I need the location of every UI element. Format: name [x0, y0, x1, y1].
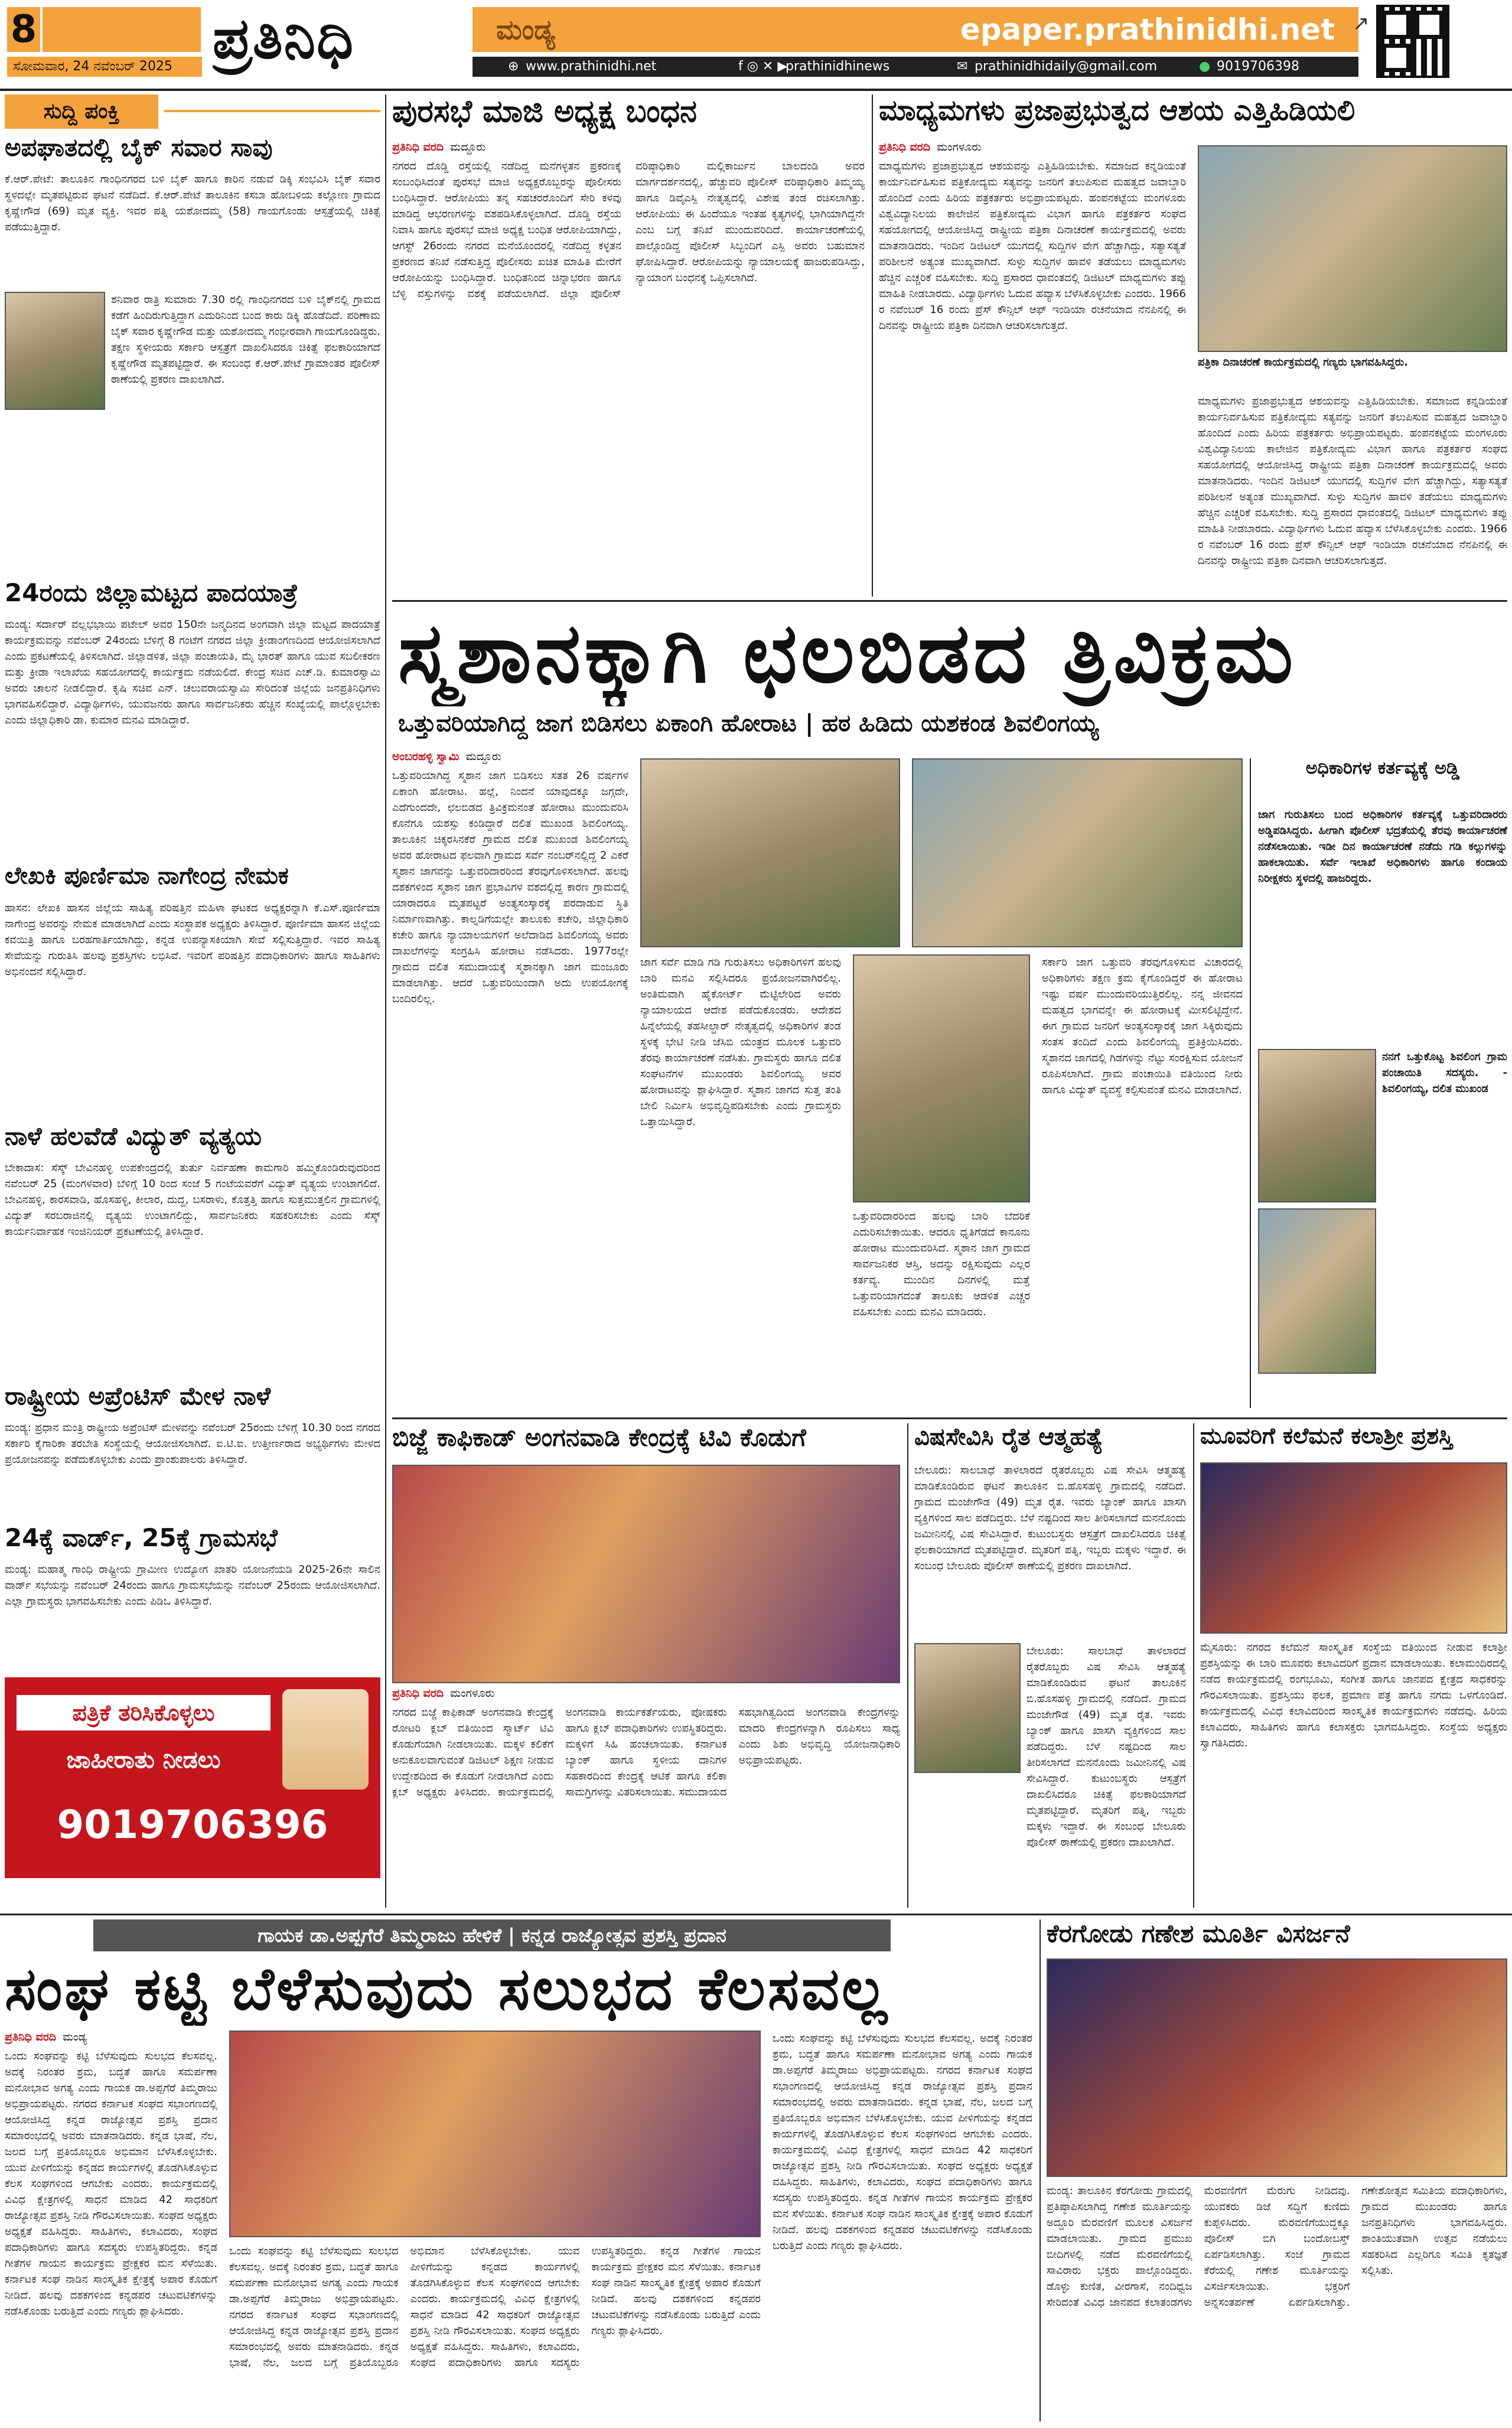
- masthead-date-bar: [7, 57, 202, 77]
- masthead-divider: [0, 89, 1512, 91]
- qr-code-icon[interactable]: [1376, 5, 1449, 78]
- bottom-right-headline[interactable]: ಕೆರಗೋಡು ಗಣೇಶ ಮೂರ್ತಿ ವಿಸರ್ಜನೆ: [1047, 1919, 1350, 1948]
- top-middle-body: ನಗರದ ದೊಡ್ಡಿ ರಸ್ತೆಯಲ್ಲಿ ನಡೆದಿದ್ದ ಮನೆಗಳ್ಳತನ ಪ್ರಕರಣಕ್ಕೆ ಸಂಬಂಧಿಸಿದಂತೆ ಪುರಸಭೆ ಮಾಜಿ ಅಧ್ಯಕ್ಷರೊಬ್ಬರನ್ನು ಪೊಲೀಸರು ಬಂಧಿಸಿದ್ದಾರೆ. ಆರೋಪಿಯು ತನ್ನ ಸಹಚರರೊಂದಿಗೆ ಸೇರಿ ಕಳವು ಮಾಡಿದ್ದ ಆಭರಣಗಳನ್ನು ವಶಪಡಿಸಿಕೊಳ್ಳಲಾಗಿದೆ. ದೊಡ್ಡಿ ರಸ್ತೆಯ ನಿವಾಸಿ ಹಾಗೂ ಪುರಸಭೆ ಮಾಜಿ ಅಧ್ಯಕ್ಷ ಬಂಧಿತ ಆರೋಪಿಯಾಗಿದ್ದು, ಆಗಸ್ಟ್ 26ರಂದು ನಗರದ ಮನೆಯೊಂದರಲ್ಲಿ ನಡೆದಿದ್ದ ಕಳ್ಳತನ ಪ್ರಕರಣದ ತನಿಖೆ ನಡೆಸುತ್ತಿದ್ದ ಪೊಲೀಸರು ಖಚಿತ ಮಾಹಿತಿ ಮೇರೆಗೆ ಆರೋಪಿಯನ್ನು ಬಂಧಿಸಿದ್ದಾರೆ. ಬಂಧಿತನಿಂದ ಚಿನ್ನಾಭರಣ ಹಾಗೂ ಬೆಳ್ಳಿ ವಸ್ತುಗಳನ್ನು ವಶಕ್ಕೆ ಪಡೆಯಲಾಗಿದೆ. ಜಿಲ್ಲಾ ಪೊಲೀಸ್ ವರಿಷ್ಠಾಧಿಕಾರಿ ಮಲ್ಲಿಕಾರ್ಜುನ ಬಾಲದಂಡಿ ಅವರ ಮಾರ್ಗದರ್ಶನದಲ್ಲಿ, ಹೆಚ್ಚುವರಿ ಪೊಲೀಸ್ ವರಿಷ್ಠಾಧಿಕಾರಿ ತಿಮ್ಮಯ್ಯ ಹಾಗೂ ಡಿವೈಎಸ್ಪಿ ನೇತೃತ್ವದಲ್ಲಿ ವಿಶೇಷ ತಂಡ ರಚಿಸಲಾಗಿತ್ತು. ಆರೋಪಿಯು ಈ ಹಿಂದೆಯೂ ಇಂತಹ ಕೃತ್ಯಗಳಲ್ಲಿ ಭಾಗಿಯಾಗಿದ್ದನೇ ಎಂಬ ಬಗ್ಗೆ ತನಿಖೆ ಮುಂದುವರಿದಿದೆ. ಕಾರ್ಯಾಚರಣೆಯಲ್ಲಿ ಪಾಲ್ಗೊಂಡಿದ್ದ ಪೊಲೀಸ್ ಸಿಬ್ಬಂದಿಗೆ ಎಸ್ಪಿ ಅವರು ಬಹುಮಾನ ಘೋಷಿಸಿದ್ದಾರೆ. ಆರೋಪಿಯನ್ನು ನ್ಯಾಯಾಲಯಕ್ಕೆ ಹಾಜರುಪಡಿಸಿದ್ದು, ನ್ಯಾಯಾಂಗ ಬಂಧನಕ್ಕೆ ಒಪ್ಪಿಸಲಾಗಿದೆ.: [392, 160, 865, 300]
- top-middle-byline: ಪ್ರತಿನಿಧಿ ವರದಿ ಮದ್ದೂರು: [392, 141, 486, 154]
- lead-sidebar-title: ಅಧಿಕಾರಿಗಳ ಕರ್ತವ್ಯಕ್ಕೆ ಅಡ್ಡಿ: [1305, 758, 1460, 778]
- bottom-left-body-c: ಒಂದು ಸಂಘವನ್ನು ಕಟ್ಟಿ ಬೆಳೆಸುವುದು ಸುಲಭದ ಕೆಲಸವಲ್ಲ. ಅದಕ್ಕೆ ನಿರಂತರ ಶ್ರಮ, ಬದ್ಧತೆ ಹಾಗೂ ಸಮರ್ಪಣಾ ಮನೋಭಾವ ಅಗತ್ಯ ಎಂದು ಗಾಯಕ ಡಾ.ಅಪ್ಪಗೆರೆ ತಿಮ್ಮರಾಜು ಅಭಿಪ್ರಾಯಪಟ್ಟರು. ನಗರದ ಕರ್ನಾಟಕ ಸಂಘದ ಸಭಾಂಗಣದಲ್ಲಿ ಆಯೋಜಿಸಿದ್ದ ಕನ್ನಡ ರಾಜ್ಯೋತ್ಸವ ಪ್ರಶಸ್ತಿ ಪ್ರದಾನ ಸಮಾರಂಭದಲ್ಲಿ ಅವರು ಮಾತನಾಡಿದರು. ಕನ್ನಡ ಭಾಷೆ, ನೆಲ, ಜಲದ ಬಗ್ಗೆ ಪ್ರತಿಯೊಬ್ಬರೂ ಅಭಿಮಾನ ಬೆಳೆಸಿಕೊಳ್ಳಬೇಕು. ಯುವ ಪೀಳಿಗೆಯನ್ನು ಕನ್ನಡದ ಕಾರ್ಯಗಳಲ್ಲಿ ತೊಡಗಿಸಿಕೊಳ್ಳುವ ಕೆಲಸ ಸಂಘಗಳಿಂದ ಆಗಬೇಕು ಎಂದರು. ಕಾರ್ಯಕ್ರಮದಲ್ಲಿ ವಿವಿಧ ಕ್ಷೇತ್ರಗಳಲ್ಲಿ ಸಾಧನೆ ಮಾಡಿದ 42 ಸಾಧಕರಿಗೆ ರಾಜ್ಯೋತ್ಸವ ಪ್ರಶಸ್ತಿ ನೀಡಿ ಗೌರವಿಸಲಾಯಿತು. ಸಂಘದ ಅಧ್ಯಕ್ಷರು ಅಧ್ಯಕ್ಷತೆ ವಹಿಸಿದ್ದರು. ಸಾಹಿತಿಗಳು, ಕಲಾವಿದರು, ಸಂಘದ ಪದಾಧಿಕಾರಿಗಳು ಹಾಗೂ ಸದಸ್ಯರು ಉಪಸ್ಥಿತರಿದ್ದರು. ಕನ್ನಡ ಗೀತೆಗಳ ಗಾಯನ ಕಾರ್ಯಕ್ರಮ ಪ್ರೇಕ್ಷಕರ ಮನ ಸೆಳೆಯಿತು. ಕರ್ನಾಟಕ ಸಂಘ ನಾಡಿನ ಸಾಂಸ್ಕೃತಿಕ ಕ್ಷೇತ್ರಕ್ಕೆ ಅಪಾರ ಕೊಡುಗೆ ನೀಡಿದೆ. ಹಲವು ದಶಕಗಳಿಂದ ಕನ್ನಡಪರ ಚಟುವಟಿಕೆಗಳನ್ನು ನಡೆಸಿಕೊಂಡು ಬರುತ್ತಿದೆ ಎಂದು ಗಣ್ಯರು ಶ್ಲಾಘಿಸಿದರು.: [773, 2032, 1032, 2252]
- ad-phone[interactable]: 9019706396: [57, 1802, 328, 1847]
- mid-story2-body-b: ಬೇಲೂರು: ಸಾಲಬಾಧೆ ತಾಳಲಾರದೆ ರೈತರೊಬ್ಬರು ವಿಷ ಸೇವಿಸಿ ಆತ್ಮಹತ್ಯೆ ಮಾಡಿಕೊಂಡಿರುವ ಘಟನೆ ತಾಲೂಕಿನ ಬಿ.ಹೊಸಹಳ್ಳಿ ಗ್ರಾಮದಲ್ಲಿ ನಡೆದಿದೆ. ಗ್ರಾಮದ ಮಂಜೇಗೌಡ (49) ಮೃತ ರೈತ. ಇವರು ಬ್ಯಾಂಕ್ ಹಾಗೂ ಖಾಸಗಿ ವ್ಯಕ್ತಿಗಳಿಂದ ಸಾಲ ಪಡೆದಿದ್ದರು. ಬೆಳೆ ನಷ್ಟದಿಂದ ಸಾಲ ತೀರಿಸಲಾಗದೆ ಮನನೊಂದು ಜಮೀನಿನಲ್ಲಿ ವಿಷ ಸೇವಿಸಿದ್ದಾರೆ. ಕುಟುಂಬಸ್ಥರು ಆಸ್ಪತ್ರೆಗೆ ದಾಖಲಿಸಿದರೂ ಚಿಕಿತ್ಸೆ ಫಲಕಾರಿಯಾಗದೆ ಮೃತಪಟ್ಟಿದ್ದಾರೆ. ಮೃತರಿಗೆ ಪತ್ನಿ, ಇಬ್ಬರು ಮಕ್ಕಳು ಇದ್ದಾರೆ. ಈ ಸಂಬಂಧ ಬೇಲೂರು ಪೊಲೀಸ್ ಠಾಣೆಯಲ್ಲಿ ಪ್ರಕರಣ ದಾಖಲಾಗಿದೆ.: [1027, 1645, 1186, 1849]
- bottom-left-photo: [229, 2031, 761, 2237]
- story3-body: ಹಾಸನ: ಲೇಖಕಿ ಹಾಸನ ಜಿಲ್ಲೆಯ ಸಾಹಿತ್ಯ ಪರಿಷತ್ತಿನ ಮಹಿಳಾ ಘಟಕದ ಅಧ್ಯಕ್ಷರನ್ನಾಗಿ ಕೆ.ಎಸ್.ಪೂರ್ಣಿಮಾ ನಾಗೇಂದ್ರ ಅವರನ್ನು ನೇಮಕ ಮಾಡಲಾಗಿದೆ ಎಂದು ಸಂಸ್ಥಾಪಕ ಅಧ್ಯಕ್ಷರು ತಿಳಿಸಿದ್ದಾರೆ. ಪೂರ್ಣಿಮಾ ಹಾಸನ ಜಿಲ್ಲೆಯ ಕವಯಿತ್ರಿ ಹಾಗೂ ಬರಹಗಾರ್ತಿಯಾಗಿದ್ದು, ಕನ್ನಡ ಉಪನ್ಯಾಸಕಿಯಾಗಿ ಸೇವೆ ಸಲ್ಲಿಸುತ್ತಿದ್ದಾರೆ. ಇವರ ಸಾಹಿತ್ಯ ಸೇವೆಯನ್ನು ಗುರುತಿಸಿ ಹಲವು ಪ್ರಶಸ್ತಿಗಳು ಲಭಿಸಿವೆ. ಇವರಿಗೆ ಪರಿಷತ್ತಿನ ಪದಾಧಿಕಾರಿಗಳು ಹಾಗೂ ಸಾಹಿತಿಗಳು ಅಭಿನಂದನೆ ಸಲ್ಲಿಸಿದ್ದಾರೆ.: [5, 902, 380, 978]
- story1-headline[interactable]: ಅಪಘಾತದಲ್ಲಿ ಬೈಕ್ ಸವಾರ ಸಾವು: [5, 133, 273, 162]
- story5-body: ಮಂಡ್ಯ: ಪ್ರಧಾನ ಮಂತ್ರಿ ರಾಷ್ಟ್ರೀಯ ಅಪ್ರೆಂಟಿಸ್ ಮೇಳವನ್ನು ನವೆಂಬರ್ 25ರಂದು ಬೆಳಿಗ್ಗೆ 10.30 ರಿಂದ ನಗರದ ಸರ್ಕಾರಿ ಕೈಗಾರಿಕಾ ತರಬೇತಿ ಸಂಸ್ಥೆಯಲ್ಲಿ ಆಯೋಜಿಸಲಾಗಿದೆ. ಐ.ಟಿ.ಐ. ಉತ್ತೀರ್ಣರಾದ ಅಭ್ಯರ್ಥಿಗಳು ಮೇಳದ ಪ್ರಯೋಜನವನ್ನು ಪಡೆದುಕೊಳ್ಳಬೇಕು ಎಂದು ಪ್ರಾಂಶುಪಾಲರು ತಿಳಿಸಿದ್ದಾರೆ.: [5, 1422, 380, 1466]
- bottom-left-body-b: ಒಂದು ಸಂಘವನ್ನು ಕಟ್ಟಿ ಬೆಳೆಸುವುದು ಸುಲಭದ ಕೆಲಸವಲ್ಲ. ಅದಕ್ಕೆ ನಿರಂತರ ಶ್ರಮ, ಬದ್ಧತೆ ಹಾಗೂ ಸಮರ್ಪಣಾ ಮನೋಭಾವ ಅಗತ್ಯ ಎಂದು ಗಾಯಕ ಡಾ.ಅಪ್ಪಗೆರೆ ತಿಮ್ಮರಾಜು ಅಭಿಪ್ರಾಯಪಟ್ಟರು. ನಗರದ ಕರ್ನಾಟಕ ಸಂಘದ ಸಭಾಂಗಣದಲ್ಲಿ ಆಯೋಜಿಸಿದ್ದ ಕನ್ನಡ ರಾಜ್ಯೋತ್ಸವ ಪ್ರಶಸ್ತಿ ಪ್ರದಾನ ಸಮಾರಂಭದಲ್ಲಿ ಅವರು ಮಾತನಾಡಿದರು. ಕನ್ನಡ ಭಾಷೆ, ನೆಲ, ಜಲದ ಬಗ್ಗೆ ಪ್ರತಿಯೊಬ್ಬರೂ ಅಭಿಮಾನ ಬೆಳೆಸಿಕೊಳ್ಳಬೇಕು. ಯುವ ಪೀಳಿಗೆಯನ್ನು ಕನ್ನಡದ ಕಾರ್ಯಗಳಲ್ಲಿ ತೊಡಗಿಸಿಕೊಳ್ಳುವ ಕೆಲಸ ಸಂಘಗಳಿಂದ ಆಗಬೇಕು ಎಂದರು. ಕಾರ್ಯಕ್ರಮದಲ್ಲಿ ವಿವಿಧ ಕ್ಷೇತ್ರಗಳಲ್ಲಿ ಸಾಧನೆ ಮಾಡಿದ 42 ಸಾಧಕರಿಗೆ ರಾಜ್ಯೋತ್ಸವ ಪ್ರಶಸ್ತಿ ನೀಡಿ ಗೌರವಿಸಲಾಯಿತು. ಸಂಘದ ಅಧ್ಯಕ್ಷರು ಅಧ್ಯಕ್ಷತೆ ವಹಿಸಿದ್ದರು. ಸಾಹಿತಿಗಳು, ಕಲಾವಿದರು, ಸಂಘದ ಪದಾಧಿಕಾರಿಗಳು ಹಾಗೂ ಸದಸ್ಯರು ಉಪಸ್ಥಿತರಿದ್ದರು. ಕನ್ನಡ ಗೀತೆಗಳ ಗಾಯನ ಕಾರ್ಯಕ್ರಮ ಪ್ರೇಕ್ಷಕರ ಮನ ಸೆಳೆಯಿತು. ಕರ್ನಾಟಕ ಸಂಘ ನಾಡಿನ ಸಾಂಸ್ಕೃತಿಕ ಕ್ಷೇತ್ರಕ್ಕೆ ಅಪಾರ ಕೊಡುಗೆ ನೀಡಿದೆ. ಹಲವು ದಶಕಗಳಿಂದ ಕನ್ನಡಪರ ಚಟುವಟಿಕೆಗಳನ್ನು ನಡೆಸಿಕೊಂಡು ಬರುತ್ತಿದೆ ಎಂದು ಗಣ್ಯರು ಶ್ಲಾಘಿಸಿದರು.: [229, 2245, 761, 2369]
- lead-body-col1: ಒತ್ತುವರಿಯಾಗಿದ್ದ ಸ್ಮಶಾನ ಜಾಗ ಬಿಡಿಸಲು ಸತತ 26 ವರ್ಷಗಳ ಏಕಾಂಗಿ ಹೋರಾಟ. ಹಲ್ಲೆ, ನಿಂದನೆ ಯಾವುದಕ್ಕೂ ಜಗ್ಗದೇ, ಎದೆಗುಂದದೇ, ಛಲಬಿಡದ ತ್ರಿವಿಕ್ರಮನಂತೆ ಹೋರಾಟ ಮುಂದುವರಿಸಿ ಕೊನೆಗೂ ಯಶಸ್ಸು ಕಂಡಿದ್ದಾರೆ ದಲಿತ ಮುಖಂಡ ಶಿವಲಿಂಗಯ್ಯ. ತಾಲೂಕಿನ ಚಿಕ್ಕರಸಿನಕೆರೆ ಗ್ರಾಮದ ದಲಿತ ಮುಖಂಡ ಶಿವಲಿಂಗಯ್ಯ ಅವರ ಹೋರಾಟದ ಫಲವಾಗಿ ಗ್ರಾಮದ ಸರ್ವೆ ನಂಬರ್‌ನಲ್ಲಿದ್ದ 2 ಎಕರೆ ಸ್ಮಶಾನ ಜಾಗವನ್ನು ಒತ್ತುವರಿದಾರರಿಂದ ತೆರವುಗೊಳಿಸಲಾಗಿದೆ. ಹಲವು ದಶಕಗಳಿಂದ ಸ್ಮಶಾನ ಜಾಗ ಪ್ರಭಾವಿಗಳ ವಶದಲ್ಲಿದ್ದ ಕಾರಣ ಗ್ರಾಮದಲ್ಲಿ ಯಾರಾದರೂ ಮೃತಪಟ್ಟರೆ ಅಂತ್ಯಸಂಸ್ಕಾರಕ್ಕೆ ಪರದಾಡುವ ಸ್ಥಿತಿ ನಿರ್ಮಾಣವಾಗಿತ್ತು. ಕಾಲ್ನಡಿಗೆಯಲ್ಲೇ ತಾಲೂಕು ಕಚೇರಿ, ಜಿಲ್ಲಾಧಿಕಾರಿ ಕಚೇರಿ ಹಾಗೂ ನ್ಯಾಯಾಲಯಗಳಿಗೆ ಅಲೆದಾಡಿದ ಶಿವಲಿಂಗಯ್ಯ ಅವರು ದಾಖಲೆಗಳನ್ನು ಸಂಗ್ರಹಿಸಿ ಹೋರಾಟ ನಡೆಸಿದರು. 1977ರಲ್ಲೇ ಗ್ರಾಮದ ದಲಿತ ಸಮುದಾಯಕ್ಕೆ ಸ್ಮಶಾನಕ್ಕಾಗಿ ಜಾಗ ಮಂಜೂರು ಮಾಡಲಾಗಿತ್ತು. ಆದರೆ ಒತ್ತುವರಿಯಿಂದಾಗಿ ಅದು ಉಪಯೋಗಕ್ಕೆ ಬಂದಿರಲಿಲ್ಲ.: [392, 770, 628, 1005]
- lead-body-col3: ಸರ್ಕಾರಿ ಜಾಗ ಒತ್ತುವರಿ ತೆರವುಗೊಳಿಸುವ ವಿಚಾರದಲ್ಲಿ ಅಧಿಕಾರಿಗಳು ತಕ್ಷಣ ಕ್ರಮ ಕೈಗೊಂಡಿದ್ದರೆ ಈ ಹೋರಾಟ ಇಷ್ಟು ವರ್ಷ ಮುಂದುವರಿಯುತ್ತಿರಲಿಲ್ಲ. ನನ್ನ ಜೀವನದ ಮಹತ್ವದ ಭಾಗವನ್ನೇ ಈ ಹೋರಾಟಕ್ಕೆ ಮೀಸಲಿಟ್ಟಿದ್ದೇನೆ. ಈಗ ಗ್ರಾಮದ ಜನರಿಗೆ ಅಂತ್ಯಸಂಸ್ಕಾರಕ್ಕೆ ಜಾಗ ಸಿಕ್ಕಿರುವುದು ಸಂತಸ ತಂದಿದೆ ಎಂದು ಶಿವಲಿಂಗಯ್ಯ ಪ್ರತಿಕ್ರಿಯಿಸಿದರು. ಸ್ಮಶಾನದ ಜಾಗದಲ್ಲಿ ಗಿಡಗಳನ್ನು ನೆಟ್ಟು ಸಂರಕ್ಷಿಸುವ ಯೋಜನೆ ರೂಪಿಸಲಾಗಿದೆ. ಗ್ರಾಮ ಪಂಚಾಯಿತಿ ವತಿಯಿಂದ ನೀರು ಹಾಗೂ ವಿದ್ಯುತ್ ವ್ಯವಸ್ಥೆ ಕಲ್ಪಿಸುವಂತೆ ಮನವಿ ಮಾಡಲಾಗಿದೆ.: [1042, 956, 1243, 1096]
- lead-body-col2b: ಒತ್ತುವರಿದಾರರಿಂದ ಹಲವು ಬಾರಿ ಬೆದರಿಕೆ ಎದುರಿಸಬೇಕಾಯಿತು. ಆದರೂ ಧೃತಿಗೆಡದೆ ಕಾನೂನು ಹೋರಾಟ ಮುಂದುವರಿಸಿದೆ. ಸ್ಮಶಾನ ಜಾಗ ಗ್ರಾಮದ ಸಾರ್ವಜನಿಕರ ಆಸ್ತಿ, ಅದನ್ನು ರಕ್ಷಿಸುವುದು ಎಲ್ಲರ ಕರ್ತವ್ಯ. ಮುಂದಿನ ದಿನಗಳಲ್ಲಿ ಮತ್ತೆ ಒತ್ತುವರಿಯಾಗದಂತೆ ತಾಲೂಕು ಆಡಳಿತ ಎಚ್ಚರ ವಹಿಸಬೇಕು ಎಂದು ಮನವಿ ಮಾಡಿದರು.: [853, 1210, 1030, 1318]
- email[interactable]: prathinidhidaily@gmail.com: [975, 59, 1158, 74]
- masthead-edition-band: [472, 7, 1358, 52]
- top-right-photo: [1198, 145, 1507, 352]
- phone[interactable]: 9019706398: [1217, 59, 1299, 74]
- lead-divider: [392, 1417, 1507, 1419]
- lead-body-col2: ಜಾಗ ಸರ್ವೆ ಮಾಡಿ ಗಡಿ ಗುರುತಿಸಲು ಅಧಿಕಾರಿಗಳಿಗೆ ಹಲವು ಬಾರಿ ಮನವಿ ಸಲ್ಲಿಸಿದರೂ ಪ್ರಯೋಜನವಾಗಿರಲಿಲ್ಲ. ಅಂತಿಮವಾಗಿ ಹೈಕೋರ್ಟ್ ಮೆಟ್ಟಿಲೇರಿದ ಅವರು ನ್ಯಾಯಾಲಯದ ಆದೇಶ ಪಡೆದುಕೊಂಡರು. ಆದೇಶದ ಹಿನ್ನೆಲೆಯಲ್ಲಿ ತಹಸೀಲ್ದಾರ್ ನೇತೃತ್ವದಲ್ಲಿ ಅಧಿಕಾರಿಗಳ ತಂಡ ಸ್ಥಳಕ್ಕೆ ಭೇಟಿ ನೀಡಿ ಜೆಸಿಬಿ ಯಂತ್ರದ ಮೂಲಕ ಒತ್ತುವರಿ ತೆರವು ಕಾರ್ಯಾಚರಣೆ ನಡೆಸಿತು. ಗ್ರಾಮಸ್ಥರು ಹಾಗೂ ದಲಿತ ಸಂಘಟನೆಗಳ ಮುಖಂಡರು ಶಿವಲಿಂಗಯ್ಯ ಅವರ ಹೋರಾಟವನ್ನು ಶ್ಲಾಘಿಸಿದ್ದಾರೆ. ಸ್ಮಶಾನ ಜಾಗದ ಸುತ್ತ ತಂತಿ ಬೇಲಿ ನಿರ್ಮಿಸಿ ಅಭಿವೃದ್ಧಿಪಡಿಸಬೇಕು ಎಂದು ಗ್ರಾಮಸ್ಥರು ಒತ್ತಾಯಿಸಿದ್ದಾರೆ.: [640, 956, 841, 1128]
- mid-story1: [392, 1423, 900, 1908]
- story1-portrait: [5, 292, 105, 410]
- bottom-right-body: ಮಂಡ್ಯ: ತಾಲೂಕಿನ ಕೆರಗೋಡು ಗ್ರಾಮದಲ್ಲಿ ಪ್ರತಿಷ್ಠಾಪಿಸಲಾಗಿದ್ದ ಗಣೇಶ ಮೂರ್ತಿಯನ್ನು ಅದ್ದೂರಿ ಮೆರವಣಿಗೆ ಮೂಲಕ ವಿಸರ್ಜನೆ ಮಾಡಲಾಯಿತು. ಗ್ರಾಮದ ಪ್ರಮುಖ ಬೀದಿಗಳಲ್ಲಿ ನಡೆದ ಮೆರವಣಿಗೆಯಲ್ಲಿ ಸಾವಿರಾರು ಭಕ್ತರು ಪಾಲ್ಗೊಂಡಿದ್ದರು. ಡೊಳ್ಳು ಕುಣಿತ, ವೀರಗಾಸೆ, ನಂದಿಧ್ವಜ ಸೇರಿದಂತೆ ವಿವಿಧ ಜಾನಪದ ಕಲಾತಂಡಗಳು ಮೆರವಣಿಗೆಗೆ ಮೆರುಗು ನೀಡಿದವು. ಯುವಕರು ಡಿಜೆ ಸದ್ದಿಗೆ ಕುಣಿದು ಕುಪ್ಪಳಿಸಿದರು. ಮೆರವಣಿಗೆಯುದ್ದಕ್ಕೂ ಪೊಲೀಸ್ ಬಿಗಿ ಬಂದೋಬಸ್ತ್ ಏರ್ಪಡಿಸಲಾಗಿತ್ತು. ಸಂಜೆ ಗ್ರಾಮದ ಕೆರೆಯಲ್ಲಿ ಗಣೇಶ ಮೂರ್ತಿಯನ್ನು ವಿಸರ್ಜಿಸಲಾಯಿತು. ಭಕ್ತರಿಗೆ ಅನ್ನಸಂತರ್ಪಣೆ ಏರ್ಪಡಿಸಲಾಗಿತ್ತು. ಗಣೇಶೋತ್ಸವ ಸಮಿತಿಯ ಪದಾಧಿಕಾರಿಗಳು, ಗ್ರಾಮದ ಮುಖಂಡರು ಹಾಗೂ ಜನಪ್ರತಿನಿಧಿಗಳು ಭಾಗವಹಿಸಿದ್ದರು. ಶಾಂತಿಯುತವಾಗಿ ಉತ್ಸವ ನಡೆಯಲು ಸಹಕರಿಸಿದ ಎಲ್ಲರಿಗೂ ಸಮಿತಿ ಕೃತಜ್ಞತೆ ಸಲ್ಲಿಸಿತು.: [1047, 2185, 1507, 2309]
- story2-body: ಮಂಡ್ಯ: ಸರ್ದಾರ್ ವಲ್ಲಭಭಾಯಿ ಪಟೇಲ್ ಅವರ 150ನೇ ಜನ್ಮದಿನದ ಅಂಗವಾಗಿ ಜಿಲ್ಲಾ ಮಟ್ಟದ ಪಾದಯಾತ್ರೆ ಕಾರ್ಯಕ್ರಮವನ್ನು ನವೆಂಬರ್ 24ರಂದು ಬೆಳಿಗ್ಗೆ 8 ಗಂಟೆಗೆ ನಗರದ ಜಿಲ್ಲಾ ಕ್ರೀಡಾಂಗಣದಿಂದ ಆಯೋಜಿಸಲಾಗಿದೆ ಎಂದು ಪ್ರಕಟಣೆಯಲ್ಲಿ ತಿಳಿಸಲಾಗಿದೆ. ಜಿಲ್ಲಾಡಳಿತ, ಜಿಲ್ಲಾ ಪಂಚಾಯತಿ, ಮೈ ಭಾರತ್ ಹಾಗೂ ಯುವ ಸಬಲೀಕರಣ ಮತ್ತು ಕ್ರೀಡಾ ಇಲಾಖೆಯ ಸಹಯೋಗದಲ್ಲಿ ಕಾರ್ಯಕ್ರಮ ನಡೆಯಲಿದೆ. ಕೇಂದ್ರ ಸಚಿವ ಎಚ್.ಡಿ. ಕುಮಾರಸ್ವಾಮಿ ಅವರು ಚಾಲನೆ ನೀಡಲಿದ್ದಾರೆ. ಕೃಷಿ ಸಚಿವ ಎನ್. ಚಲುವರಾಯಸ್ವಾಮಿ ಸೇರಿದಂತೆ ಜಿಲ್ಲೆಯ ಜನಪ್ರತಿನಿಧಿಗಳು ಭಾಗವಹಿಸಲಿದ್ದಾರೆ. ವಿದ್ಯಾರ್ಥಿಗಳು, ಯುವಜನರು ಹಾಗೂ ಸಾರ್ವಜನಿಕರು ಹೆಚ್ಚಿನ ಸಂಖ್ಯೆಯಲ್ಲಿ ಪಾಲ್ಗೊಳ್ಳಬೇಕು ಎಂದು ಜಿಲ್ಲಾಧಿಕಾರಿ ಡಾ. ಕುಮಾರ ಮನವಿ ಮಾಡಿದ್ದಾರೆ.: [5, 618, 380, 726]
- mid-story1-headline[interactable]: ಬಿಜ್ಜೆ ಕಾಫಿಕಾಡ್ ಅಂಗನವಾಡಿ ಕೇಂದ್ರಕ್ಕೆ ಟಿವಿ ಕೊಡುಗೆ: [392, 1423, 806, 1452]
- bottom-right-photo: [1047, 1958, 1507, 2177]
- top-middle-story: [392, 94, 865, 597]
- masthead-contact-bar: [472, 57, 1358, 77]
- subscription-ad[interactable]: [5, 1677, 380, 1878]
- bottom-right-story: [1047, 1919, 1507, 2422]
- story4-body: ಬೇಕಾದಾಸ: ಸೆಸ್ಕ್ ಬೇವಿನಹಳ್ಳಿ ಉಪಕೇಂದ್ರದಲ್ಲಿ ತುರ್ತು ನಿರ್ವಹಣಾ ಕಾಮಗಾರಿ ಹಮ್ಮಿಕೊಂಡಿರುವುದರಿಂದ ನವೆಂಬರ್ 25 (ಮಂಗಳವಾರ) ಬೆಳಿಗ್ಗೆ 10 ರಿಂದ ಸಂಜೆ 5 ಗಂಟೆಯವರೆಗೆ ವಿದ್ಯುತ್ ವ್ಯತ್ಯಯ ಉಂಟಾಗಲಿದೆ. ಬೇವಿನಹಳ್ಳಿ, ಕಾರಸವಾಡಿ, ಹೊಸಹಳ್ಳಿ, ಕೀಲಾರ, ದುದ್ದ, ಬಸರಾಳು, ಕೊತ್ತತ್ತಿ ಹಾಗೂ ಸುತ್ತಮುತ್ತಲಿನ ಗ್ರಾಮಗಳಲ್ಲಿ ವಿದ್ಯುತ್ ಸರಬರಾಜಿನಲ್ಲಿ ವ್ಯತ್ಯಯ ಉಂಟಾಗಲಿದ್ದು, ಸಾರ್ವಜನಿಕರು ಸಹಕರಿಸಬೇಕು ಎಂದು ಸೆಸ್ಕ್ ಕಾರ್ಯನಿರ್ವಾಹಕ ಇಂಜಿನಿಯರ್ ಪ್ರಕಟಣೆಯಲ್ಲಿ ತಿಳಿಸಿದ್ದಾರೆ.: [5, 1162, 380, 1238]
- mid-divider: [0, 1914, 1512, 1915]
- lead-byline: ಅಂಬರಹಳ್ಳಿ ಸ್ವಾಮಿ ಮದ್ದೂರು: [392, 750, 501, 763]
- lead-photo-site: [853, 954, 1030, 1202]
- bottom-kicker: ಗಾಯಕ ಡಾ.ಅಪ್ಪಗೆರೆ ತಿಮ್ಮರಾಜು ಹೇಳಿಕೆ | ಕನ್ನಡ ರಾಜ್ಯೋತ್ಸವ ಪ್ರಶಸ್ತಿ ಪ್ರದಾನ: [258, 1924, 726, 1947]
- lead-sidebar-caption: ನನಗೆ ಒತ್ತುಕೊಟ್ಟ ಶಿವಲಿಂಗ ಗ್ರಾಮ ಪಂಚಾಯಿತಿ ಸದಸ್ಯರು. - ಶಿವಲಿಂಗಯ್ಯ, ದಲಿತ ಮುಖಂಡ: [1382, 1051, 1507, 1095]
- mid-rule-2: [1193, 1423, 1194, 1908]
- story5-headline[interactable]: ರಾಷ್ಟ್ರೀಯ ಅಪ್ರೆಂಟಿಸ್ ಮೇಳ ನಾಳೆ: [5, 1382, 271, 1410]
- website[interactable]: www.prathinidhi.net: [526, 59, 657, 74]
- bottom-rule: [1040, 1919, 1041, 2422]
- top-right-headline[interactable]: ಮಾಧ್ಯಮಗಳು ಪ್ರಜಾಪ್ರಭುತ್ವದ ಆಶಯ ಎತ್ತಿಹಿಡಿಯಲಿ: [879, 94, 1355, 127]
- section-label: ಸುದ್ದಿ ಪಂಕ್ತಿ: [5, 94, 158, 129]
- bottom-left-story: [5, 1919, 1032, 2422]
- lead-story: [392, 606, 1507, 1415]
- top-right-body-a: ಮಾಧ್ಯಮಗಳು ಪ್ರಜಾಪ್ರಭುತ್ವದ ಆಶಯವನ್ನು ಎತ್ತಿಹಿಡಿಯಬೇಕು. ಸಮಾಜದ ಕನ್ನಡಿಯಂತೆ ಕಾರ್ಯನಿರ್ವಹಿಸುವ ಪತ್ರಿಕೋದ್ಯಮ ಸತ್ಯವನ್ನು ಜನರಿಗೆ ತಲುಪಿಸುವ ಮಹತ್ವದ ಜವಾಬ್ದಾರಿ ಹೊಂದಿದೆ ಎಂದು ಹಿರಿಯ ಪತ್ರಕರ್ತರು ಅಭಿಪ್ರಾಯಪಟ್ಟರು. ಹಂಪನಕಟ್ಟೆಯ ಮಂಗಳೂರು ವಿಶ್ವವಿದ್ಯಾನಿಲಯ ಕಾಲೇಜಿನ ಪತ್ರಿಕೋದ್ಯಮ ವಿಭಾಗ ಹಾಗೂ ಪತ್ರಕರ್ತರ ಸಂಘದ ಸಹಯೋಗದಲ್ಲಿ ಆಯೋಜಿಸಿದ್ದ ರಾಷ್ಟ್ರೀಯ ಪತ್ರಿಕಾ ದಿನಾಚರಣೆ ಕಾರ್ಯಕ್ರಮದಲ್ಲಿ ಅವರು ಮಾತನಾಡಿದರು. ಇಂದಿನ ಡಿಜಿಟಲ್ ಯುಗದಲ್ಲಿ ಸುದ್ದಿಗಳ ವೇಗ ಹೆಚ್ಚಾಗಿದ್ದು, ಸತ್ಯಾಸತ್ಯತೆ ಪರಿಶೀಲನೆ ಅತ್ಯಂತ ಮುಖ್ಯವಾಗಿದೆ. ಸುಳ್ಳು ಸುದ್ದಿಗಳ ಹಾವಳಿ ತಡೆಯಲು ಮಾಧ್ಯಮಗಳು ಹೆಚ್ಚಿನ ಎಚ್ಚರಿಕೆ ವಹಿಸಬೇಕು. ಸುದ್ದಿ ಪ್ರಸಾರದ ಧಾವಂತದಲ್ಲಿ ಡಿಜಿಟಲ್ ಮಾಧ್ಯಮಗಳು ತಪ್ಪು ಮಾಹಿತಿ ನೀಡಬಾರದು. ವಿದ್ಯಾರ್ಥಿಗಳು ಓದುವ ಹವ್ಯಾಸ ಬೆಳೆಸಿಕೊಳ್ಳಬೇಕು ಎಂದರು. 1966 ರ ನವೆಂಬರ್ 16 ರಂದು ಪ್ರೆಸ್ ಕೌನ್ಸಿಲ್ ಆಫ್ ಇಂಡಿಯಾ ರಚನೆಯಾದ ನೆನಪಿನಲ್ಲಿ ಈ ದಿನವನ್ನು ರಾಷ್ಟ್ರೀಯ ಪತ್ರಿಕಾ ದಿನವಾಗಿ ಆಚರಿಸಲಾಗುತ್ತದೆ.: [879, 160, 1186, 332]
- top-middle-headline[interactable]: ಪುರಸಭೆ ಮಾಜಿ ಅಧ್ಯಕ್ಷ ಬಂಧನ: [392, 94, 698, 129]
- page-number-box: [7, 7, 40, 52]
- lead-photo-jcb: [640, 758, 900, 947]
- globe-icon: ⊕: [508, 59, 519, 74]
- left-column: [5, 94, 380, 1908]
- story4-headline[interactable]: ನಾಳೆ ಹಲವೆಡೆ ವಿದ್ಯುತ್ ವ್ಯತ್ಯಯ: [5, 1122, 262, 1151]
- bottom-left-body-a: ಒಂದು ಸಂಘವನ್ನು ಕಟ್ಟಿ ಬೆಳೆಸುವುದು ಸುಲಭದ ಕೆಲಸವಲ್ಲ. ಅದಕ್ಕೆ ನಿರಂತರ ಶ್ರಮ, ಬದ್ಧತೆ ಹಾಗೂ ಸಮರ್ಪಣಾ ಮನೋಭಾವ ಅಗತ್ಯ ಎಂದು ಗಾಯಕ ಡಾ.ಅಪ್ಪಗೆರೆ ತಿಮ್ಮರಾಜು ಅಭಿಪ್ರಾಯಪಟ್ಟರು. ನಗರದ ಕರ್ನಾಟಕ ಸಂಘದ ಸಭಾಂಗಣದಲ್ಲಿ ಆಯೋಜಿಸಿದ್ದ ಕನ್ನಡ ರಾಜ್ಯೋತ್ಸವ ಪ್ರಶಸ್ತಿ ಪ್ರದಾನ ಸಮಾರಂಭದಲ್ಲಿ ಅವರು ಮಾತನಾಡಿದರು. ಕನ್ನಡ ಭಾಷೆ, ನೆಲ, ಜಲದ ಬಗ್ಗೆ ಪ್ರತಿಯೊಬ್ಬರೂ ಅಭಿಮಾನ ಬೆಳೆಸಿಕೊಳ್ಳಬೇಕು. ಯುವ ಪೀಳಿಗೆಯನ್ನು ಕನ್ನಡದ ಕಾರ್ಯಗಳಲ್ಲಿ ತೊಡಗಿಸಿಕೊಳ್ಳುವ ಕೆಲಸ ಸಂಘಗಳಿಂದ ಆಗಬೇಕು ಎಂದರು. ಕಾರ್ಯಕ್ರಮದಲ್ಲಿ ವಿವಿಧ ಕ್ಷೇತ್ರಗಳಲ್ಲಿ ಸಾಧನೆ ಮಾಡಿದ 42 ಸಾಧಕರಿಗೆ ರಾಜ್ಯೋತ್ಸವ ಪ್ರಶಸ್ತಿ ನೀಡಿ ಗೌರವಿಸಲಾಯಿತು. ಸಂಘದ ಅಧ್ಯಕ್ಷರು ಅಧ್ಯಕ್ಷತೆ ವಹಿಸಿದ್ದರು. ಸಾಹಿತಿಗಳು, ಕಲಾವಿದರು, ಸಂಘದ ಪದಾಧಿಕಾರಿಗಳು ಹಾಗೂ ಸದಸ್ಯರು ಉಪಸ್ಥಿತರಿದ್ದರು. ಕನ್ನಡ ಗೀತೆಗಳ ಗಾಯನ ಕಾರ್ಯಕ್ರಮ ಪ್ರೇಕ್ಷಕರ ಮನ ಸೆಳೆಯಿತು. ಕರ್ನಾಟಕ ಸಂಘ ನಾಡಿನ ಸಾಂಸ್ಕೃತಿಕ ಕ್ಷೇತ್ರಕ್ಕೆ ಅಪಾರ ಕೊಡುಗೆ ನೀಡಿದೆ. ಹಲವು ದಶಕಗಳಿಂದ ಕನ್ನಡಪರ ಚಟುವಟಿಕೆಗಳನ್ನು ನಡೆಸಿಕೊಂಡು ಬರುತ್ತಿದೆ ಎಂದು ಗಣ್ಯರು ಶ್ಲಾಘಿಸಿದರು.: [5, 2050, 217, 2318]
- story1-body-cont: ಶನಿವಾರ ರಾತ್ರಿ ಸುಮಾರು 7.30 ರಲ್ಲಿ ಗಾಂಧಿನಗರದ ಬಳಿ ಬೈಕ್‌ನಲ್ಲಿ ಗ್ರಾಮದ ಕಡೆಗೆ ಹಿಂದಿರುಗುತ್ತಿದ್ದಾಗ ಎದುರಿನಿಂದ ಬಂದ ಕಾರು ಡಿಕ್ಕಿ ಹೊಡೆದಿದೆ. ಪರಿಣಾಮ ಬೈಕ್ ಸವಾರ ಕೃಷ್ಣೇಗೌಡ ಮತ್ತು ಯಶೋದಮ್ಮ ಗಂಭೀರವಾಗಿ ಗಾಯಗೊಂಡಿದ್ದರು. ತಕ್ಷಣ ಸ್ಥಳೀಯರು ಸರ್ಕಾರಿ ಆಸ್ಪತ್ರೆಗೆ ದಾಖಲಿಸಿದರೂ ಚಿಕಿತ್ಸೆ ಫಲಕಾರಿಯಾಗದೆ ಕೃಷ್ಣೇಗೌಡ ಮೃತಪಟ್ಟಿದ್ದಾರೆ. ಈ ಸಂಬಂಧ ಕೆ.ಆರ್.ಪೇಟೆ ಗ್ರಾಮಾಂತರ ಪೊಲೀಸ್ ಠಾಣೆಯಲ್ಲಿ ಪ್ರಕರಣ ದಾಖಲಾಗಿದೆ.: [111, 294, 380, 386]
- story2-headline[interactable]: 24ರಂದು ಜಿಲ್ಲಾಮಟ್ಟದ ಪಾದಯಾತ್ರೆ: [5, 579, 298, 607]
- mid-story3: [1200, 1423, 1507, 1908]
- lead-subhead: ಒತ್ತುವರಿಯಾಗಿದ್ದ ಜಾಗ ಬಿಡಿಸಲು ಏಕಾಂಗಿ ಹೋರಾಟ | ಹಠ ಹಿಡಿದು ಯಶಕಂಡ ಶಿವಲಿಂಗಯ್ಯ: [398, 710, 1099, 737]
- left-column-rule: [385, 94, 386, 1908]
- bottom-kicker-bar: [93, 1919, 891, 1951]
- lead-portrait-shivalingaiah: [1258, 1208, 1376, 1374]
- newspaper-hand-icon: [282, 1689, 369, 1790]
- section-label-rule: [164, 110, 380, 112]
- mid-story1-byline: ಪ್ರತಿನಿಧಿ ವರದಿ ಮಂಗಳೂರು: [392, 1687, 495, 1700]
- edition: ಮಂಡ್ಯ: [496, 14, 555, 45]
- mid-story1-photo: [392, 1465, 900, 1683]
- masthead: [0, 0, 1512, 83]
- mid-rule-1: [907, 1423, 908, 1908]
- social-handle[interactable]: prathinidhinews: [786, 59, 890, 74]
- story6-headline[interactable]: 24ಕ್ಕೆ ವಾರ್ಡ್, 25ಕ್ಕೆ ಗ್ರಾಮಸಭೆ: [5, 1524, 278, 1552]
- ad-line1: ಪತ್ರಿಕೆ ತರಿಸಿಕೊಳ್ಳಲು: [17, 1695, 271, 1730]
- scan-arrow-icon: ↗: [1353, 12, 1370, 35]
- masthead-left-band: [43, 7, 201, 52]
- top-right-body-b: ಮಾಧ್ಯಮಗಳು ಪ್ರಜಾಪ್ರಭುತ್ವದ ಆಶಯವನ್ನು ಎತ್ತಿಹಿಡಿಯಬೇಕು. ಸಮಾಜದ ಕನ್ನಡಿಯಂತೆ ಕಾರ್ಯನಿರ್ವಹಿಸುವ ಪತ್ರಿಕೋದ್ಯಮ ಸತ್ಯವನ್ನು ಜನರಿಗೆ ತಲುಪಿಸುವ ಮಹತ್ವದ ಜವಾಬ್ದಾರಿ ಹೊಂದಿದೆ ಎಂದು ಹಿರಿಯ ಪತ್ರಕರ್ತರು ಅಭಿಪ್ರಾಯಪಟ್ಟರು. ಹಂಪನಕಟ್ಟೆಯ ಮಂಗಳೂರು ವಿಶ್ವವಿದ್ಯಾನಿಲಯ ಕಾಲೇಜಿನ ಪತ್ರಿಕೋದ್ಯಮ ವಿಭಾಗ ಹಾಗೂ ಪತ್ರಕರ್ತರ ಸಂಘದ ಸಹಯೋಗದಲ್ಲಿ ಆಯೋಜಿಸಿದ್ದ ರಾಷ್ಟ್ರೀಯ ಪತ್ರಿಕಾ ದಿನಾಚರಣೆ ಕಾರ್ಯಕ್ರಮದಲ್ಲಿ ಅವರು ಮಾತನಾಡಿದರು. ಇಂದಿನ ಡಿಜಿಟಲ್ ಯುಗದಲ್ಲಿ ಸುದ್ದಿಗಳ ವೇಗ ಹೆಚ್ಚಾಗಿದ್ದು, ಸತ್ಯಾಸತ್ಯತೆ ಪರಿಶೀಲನೆ ಅತ್ಯಂತ ಮುಖ್ಯವಾಗಿದೆ. ಸುಳ್ಳು ಸುದ್ದಿಗಳ ಹಾವಳಿ ತಡೆಯಲು ಮಾಧ್ಯಮಗಳು ಹೆಚ್ಚಿನ ಎಚ್ಚರಿಕೆ ವಹಿಸಬೇಕು. ಸುದ್ದಿ ಪ್ರಸಾರದ ಧಾವಂತದಲ್ಲಿ ಡಿಜಿಟಲ್ ಮಾಧ್ಯಮಗಳು ತಪ್ಪು ಮಾಹಿತಿ ನೀಡಬಾರದು. ವಿದ್ಯಾರ್ಥಿಗಳು ಓದುವ ಹವ್ಯಾಸ ಬೆಳೆಸಿಕೊಳ್ಳಬೇಕು ಎಂದರು. 1966 ರ ನವೆಂಬರ್ 16 ರಂದು ಪ್ರೆಸ್ ಕೌನ್ಸಿಲ್ ಆಫ್ ಇಂಡಿಯಾ ರಚನೆಯಾದ ನೆನಪಿನಲ್ಲಿ ಈ ದಿನವನ್ನು ರಾಷ್ಟ್ರೀಯ ಪತ್ರಿಕಾ ದಿನವಾಗಿ ಆಚರಿಸಲಾಗುತ್ತದೆ.: [1198, 395, 1507, 567]
- mid-story3-body: ಮೈಸೂರು: ನಗರದ ಕಲೆಮನೆ ಸಾಂಸ್ಕೃತಿಕ ಸಂಸ್ಥೆಯ ವತಿಯಿಂದ ನೀಡುವ ಕಲಾಶ್ರೀ ಪ್ರಶಸ್ತಿಯನ್ನು ಈ ಬಾರಿ ಮೂವರು ಕಲಾವಿದರಿಗೆ ಪ್ರದಾನ ಮಾಡಲಾಯಿತು. ಕಲಾಮಂದಿರದಲ್ಲಿ ನಡೆದ ಕಾರ್ಯಕ್ರಮದಲ್ಲಿ ರಂಗಭೂಮಿ, ಸಂಗೀತ ಹಾಗೂ ಜಾನಪದ ಕ್ಷೇತ್ರದ ಸಾಧಕರನ್ನು ಗೌರವಿಸಲಾಯಿತು. ಪ್ರಶಸ್ತಿಯು ಫಲಕ, ಪ್ರಮಾಣ ಪತ್ರ ಹಾಗೂ ನಗದು ಒಳಗೊಂಡಿದೆ. ಕಾರ್ಯಕ್ರಮದಲ್ಲಿ ವಿವಿಧ ಕಲಾವಿದರಿಂದ ಸಾಂಸ್ಕೃತಿಕ ಕಾರ್ಯಕ್ರಮಗಳು ನಡೆದವು. ಹಿರಿಯ ಕಲಾವಿದರು, ಸಾಹಿತಿಗಳು ಹಾಗೂ ಕಲಾಸಕ್ತರು ಭಾಗವಹಿಸಿದ್ದರು. ಸಂಸ್ಥೆಯ ಅಧ್ಯಕ್ಷರು ಸ್ವಾಗತಿಸಿದರು.: [1200, 1641, 1507, 1749]
- top-section-divider: [392, 600, 1507, 602]
- story6-body: ಮಂಡ್ಯ: ಮಹಾತ್ಮ ಗಾಂಧಿ ರಾಷ್ಟ್ರೀಯ ಗ್ರಾಮೀಣ ಉದ್ಯೋಗ ಖಾತರಿ ಯೋಜನೆಯಡಿ 2025-26ನೇ ಸಾಲಿನ ವಾರ್ಡ್ ಸಭೆಯನ್ನು ನವೆಂಬರ್ 24ರಂದು ಹಾಗೂ ಗ್ರಾಮಸಭೆಯನ್ನು ನವೆಂಬರ್ 25ರಂದು ಆಯೋಜಿಸಲಾಗಿದೆ. ಎಲ್ಲಾ ಗ್ರಾಮಸ್ಥರು ಭಾಗವಹಿಸಬೇಕು ಎಂದು ಪಿಡಿಒ ತಿಳಿಸಿದ್ದಾರೆ.: [5, 1563, 380, 1608]
- page-number: 8: [10, 8, 37, 51]
- epaper-url[interactable]: epaper.prathinidhi.net: [960, 12, 1335, 47]
- lead-sidebar-photo: [1258, 1049, 1376, 1202]
- lead-sidebar-body: ಜಾಗ ಗುರುತಿಸಲು ಬಂದ ಅಧಿಕಾರಿಗಳ ಕರ್ತವ್ಯಕ್ಕೆ ಒತ್ತುವರಿದಾರರು ಅಡ್ಡಿಪಡಿಸಿದ್ದರು. ಹೀಗಾಗಿ ಪೊಲೀಸ್ ಭದ್ರತೆಯಲ್ಲಿ ತೆರವು ಕಾರ್ಯಾಚರಣೆ ನಡೆಸಲಾಯಿತು. ಇಡೀ ದಿನ ಕಾರ್ಯಾಚರಣೆ ನಡೆದು ಗಡಿ ಕಲ್ಲುಗಳನ್ನು ಹಾಕಲಾಯಿತು. ಸರ್ವೆ ಇಲಾಖೆ ಅಧಿಕಾರಿಗಳು ಹಾಗೂ ಕಂದಾಯ ನಿರೀಕ್ಷಕರು ಸ್ಥಳದಲ್ಲಿ ಹಾಜರಿದ್ದರು.: [1258, 809, 1507, 885]
- ad-line2: ಜಾಹೀರಾತು ನೀಡಲು: [66, 1746, 221, 1774]
- brand-logo: [213, 0, 461, 83]
- social-icons: f ◎ ✕ ▶: [738, 59, 788, 74]
- mid-story2-headline[interactable]: ವಿಷಸೇವಿಸಿ ರೈತ ಆತ್ಮಹತ್ಯೆ: [914, 1423, 1103, 1451]
- date: ಸೋಮವಾರ, 24 ನವೆಂಬರ್ 2025: [13, 59, 172, 74]
- top-right-byline: ಪ್ರತಿನಿಧಿ ವರದಿ ಮಂಗಳೂರು: [879, 141, 982, 154]
- top-right-story: [879, 94, 1507, 597]
- lead-headline[interactable]: ಸ್ಮಶಾನಕ್ಕಾಗಿ ಛಲಬಿಡದ ತ್ರಿವಿಕ್ರಮ: [398, 606, 1297, 702]
- mid-story2-body-a: ಬೇಲೂರು: ಸಾಲಬಾಧೆ ತಾಳಲಾರದೆ ರೈತರೊಬ್ಬರು ವಿಷ ಸೇವಿಸಿ ಆತ್ಮಹತ್ಯೆ ಮಾಡಿಕೊಂಡಿರುವ ಘಟನೆ ತಾಲೂಕಿನ ಬಿ.ಹೊಸಹಳ್ಳಿ ಗ್ರಾಮದಲ್ಲಿ ನಡೆದಿದೆ. ಗ್ರಾಮದ ಮಂಜೇಗೌಡ (49) ಮೃತ ರೈತ. ಇವರು ಬ್ಯಾಂಕ್ ಹಾಗೂ ಖಾಸಗಿ ವ್ಯಕ್ತಿಗಳಿಂದ ಸಾಲ ಪಡೆದಿದ್ದರು. ಬೆಳೆ ನಷ್ಟದಿಂದ ಸಾಲ ತೀರಿಸಲಾಗದೆ ಮನನೊಂದು ಜಮೀನಿನಲ್ಲಿ ವಿಷ ಸೇವಿಸಿದ್ದಾರೆ. ಕುಟುಂಬಸ್ಥರು ಆಸ್ಪತ್ರೆಗೆ ದಾಖಲಿಸಿದರೂ ಚಿಕಿತ್ಸೆ ಫಲಕಾರಿಯಾಗದೆ ಮೃತಪಟ್ಟಿದ್ದಾರೆ. ಮೃತರಿಗೆ ಪತ್ನಿ, ಇಬ್ಬರು ಮಕ್ಕಳು ಇದ್ದಾರೆ. ಈ ಸಂಬಂಧ ಬೇಲೂರು ಪೊಲೀಸ್ ಠಾಣೆಯಲ್ಲಿ ಪ್ರಕರಣ ದಾಖಲಾಗಿದೆ.: [914, 1464, 1186, 1572]
- mid-story2: [914, 1423, 1186, 1908]
- mid-story3-photo: [1200, 1462, 1507, 1634]
- bottom-left-byline: ಪ್ರತಿನಿಧಿ ವರದಿ ಮಂಡ್ಯ: [5, 2031, 87, 2044]
- top-right-caption: ಪತ್ರಿಕಾ ದಿನಾಚರಣೆ ಕಾರ್ಯಕ್ರಮದಲ್ಲಿ ಗಣ್ಯರು ಭಾಗವಹಿಸಿದ್ದರು.: [1198, 356, 1408, 369]
- mid-story1-body: ನಗರದ ಬಿಜ್ಜೆ ಕಾಫಿಕಾಡ್ ಅಂಗನವಾಡಿ ಕೇಂದ್ರಕ್ಕೆ ರೋಟರಿ ಕ್ಲಬ್ ವತಿಯಿಂದ ಸ್ಮಾರ್ಟ್ ಟಿವಿ ಕೊಡುಗೆಯಾಗಿ ನೀಡಲಾಯಿತು. ಮಕ್ಕಳ ಕಲಿಕೆಗೆ ಅನುಕೂಲವಾಗುವಂತೆ ಡಿಜಿಟಲ್ ಶಿಕ್ಷಣ ನೀಡುವ ಉದ್ದೇಶದಿಂದ ಈ ಕೊಡುಗೆ ನೀಡಲಾಗಿದೆ ಎಂದು ಕ್ಲಬ್ ಅಧ್ಯಕ್ಷರು ತಿಳಿಸಿದರು. ಕಾರ್ಯಕ್ರಮದಲ್ಲಿ ಅಂಗನವಾಡಿ ಕಾರ್ಯಕರ್ತೆಯರು, ಪೋಷಕರು ಹಾಗೂ ಕ್ಲಬ್ ಪದಾಧಿಕಾರಿಗಳು ಉಪಸ್ಥಿತರಿದ್ದರು. ಮಕ್ಕಳಿಗೆ ಸಿಹಿ ಹಂಚಲಾಯಿತು. ಕರ್ನಾಟಕ ಬ್ಯಾಂಕ್ ಹಾಗೂ ಸ್ಥಳೀಯ ದಾನಿಗಳ ಸಹಕಾರದಿಂದ ಕೇಂದ್ರಕ್ಕೆ ಆಟಿಕೆ ಹಾಗೂ ಕಲಿಕಾ ಸಾಮಗ್ರಿಗಳನ್ನು ವಿತರಿಸಲಾಯಿತು. ಸಮುದಾಯದ ಸಹಭಾಗಿತ್ವದಿಂದ ಅಂಗನವಾಡಿ ಕೇಂದ್ರಗಳನ್ನು ಮಾದರಿ ಕೇಂದ್ರಗಳನ್ನಾಗಿ ರೂಪಿಸಲು ಸಾಧ್ಯ ಎಂದು ಶಿಶು ಅಭಿವೃದ್ಧಿ ಯೋಜನಾಧಿಕಾರಿ ಅಭಿಪ್ರಾಯಪಟ್ಟರು.: [392, 1706, 900, 1798]
- lead-photo-officials: [912, 758, 1243, 947]
- mail-icon: ✉: [957, 59, 968, 74]
- top-middle-rule: [872, 94, 873, 597]
- mid-story3-headline[interactable]: ಮೂವರಿಗೆ ಕಲೆಮನೆ ಕಲಾಶ್ರೀ ಪ್ರಶಸ್ತಿ: [1200, 1423, 1453, 1449]
- story1-body: ಕೆ.ಆರ್.ಪೇಟೆ: ತಾಲೂಕಿನ ಗಾಂಧಿನಗರದ ಬಳಿ ಬೈಕ್ ಹಾಗೂ ಕಾರಿನ ನಡುವೆ ಡಿಕ್ಕಿ ಸಂಭವಿಸಿ ಬೈಕ್ ಸವಾರ ಸ್ಥಳದಲ್ಲೇ ಮೃತಪಟ್ಟಿರುವ ಘಟನೆ ನಡೆದಿದೆ. ಕೆ.ಆರ್.ಪೇಟೆ ತಾಲೂಕಿನ ಕಸಬಾ ಹೋಬಳಿಯ ಕಲ್ಲೋಣ ಗ್ರಾಮದ ಕೃಷ್ಣೇಗೌಡ (69) ಮೃತ ವ್ಯಕ್ತಿ. ಇವರ ಪತ್ನಿ ಯಶೋದಮ್ಮ (58) ಗಾಯಗೊಂಡು ಆಸ್ಪತ್ರೆಯಲ್ಲಿ ಚಿಕಿತ್ಸೆ ಪಡೆಯುತ್ತಿದ್ದಾರೆ.: [5, 173, 380, 233]
- brand-name: ಪ್ರತಿನಿಧಿ: [213, 5, 355, 71]
- lead-sidebar-rule: [1250, 758, 1251, 1408]
- mid-story2-portrait: [914, 1643, 1021, 1773]
- whatsapp-icon: ●: [1199, 59, 1211, 74]
- bottom-left-headline[interactable]: ಸಂಘ ಕಟ್ಟಿ ಬೆಳೆಸುವುದು ಸಲುಭದ ಕೆಲಸವಲ್ಲ: [5, 1955, 889, 2023]
- story3-headline[interactable]: ಲೇಖಕಿ ಪೂರ್ಣಿಮಾ ನಾಗೇಂದ್ರ ನೇಮಕ: [5, 862, 289, 889]
